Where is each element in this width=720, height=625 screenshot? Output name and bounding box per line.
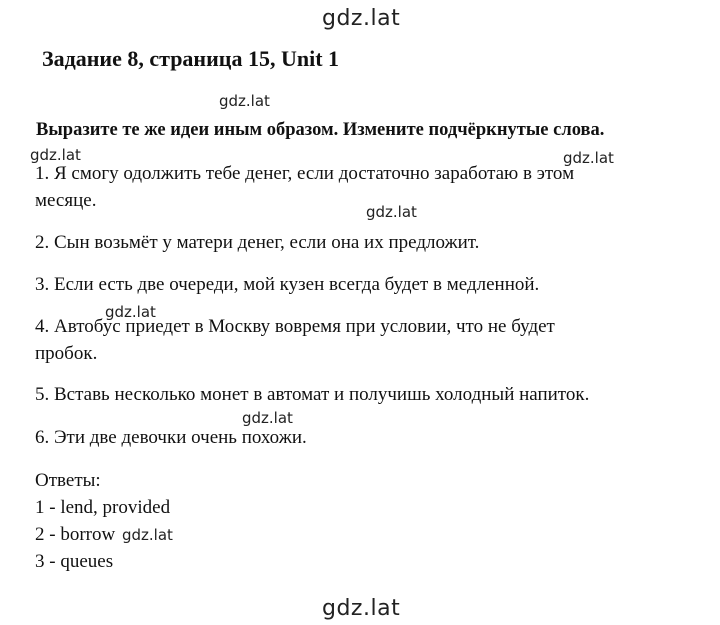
- answer-item-1: 1 - lend, provided: [35, 497, 171, 518]
- sentence-2: 2. Сын возьмёт у матери денег, если она их предложит.: [35, 232, 480, 253]
- sentence-3: 3. Если есть две очереди, мой кузен всегда будет в медленной.: [35, 274, 540, 295]
- watermark-top: gdz.lat: [322, 6, 401, 31]
- sentence-1-line-1: 1. Я смогу одолжить тебе денег, если достаточно заработаю в этом: [35, 163, 575, 184]
- watermark: gdz.lat: [122, 526, 173, 544]
- page-title: Задание 8, страница 15, Unit 1: [42, 46, 340, 71]
- sentence-4-line-1: 4. Автобус приедет в Москву вовремя при условии, что не будет: [35, 316, 555, 337]
- watermark: gdz.lat: [30, 146, 81, 164]
- answer-item-2: 2 - borrow: [35, 524, 116, 545]
- instruction-text: Выразите те же идеи иным образом. Измените подчёркнутые слова.: [36, 120, 605, 140]
- watermark: gdz.lat: [563, 149, 614, 167]
- watermark: gdz.lat: [242, 409, 293, 427]
- answer-item-3: 3 - queues: [35, 551, 114, 572]
- watermark: gdz.lat: [366, 203, 417, 221]
- sentence-5: 5. Вставь несколько монет в автомат и получишь холодный напиток.: [35, 384, 590, 405]
- sentence-6: 6. Эти две девочки очень похожи.: [35, 427, 307, 448]
- watermark: gdz.lat: [105, 303, 156, 321]
- answers-heading: Ответы:: [35, 470, 101, 491]
- watermark-bottom: gdz.lat: [322, 596, 401, 621]
- sentence-4-line-2: пробок.: [35, 343, 98, 364]
- sentence-1-line-2: месяце.: [35, 190, 97, 211]
- watermark: gdz.lat: [219, 92, 270, 110]
